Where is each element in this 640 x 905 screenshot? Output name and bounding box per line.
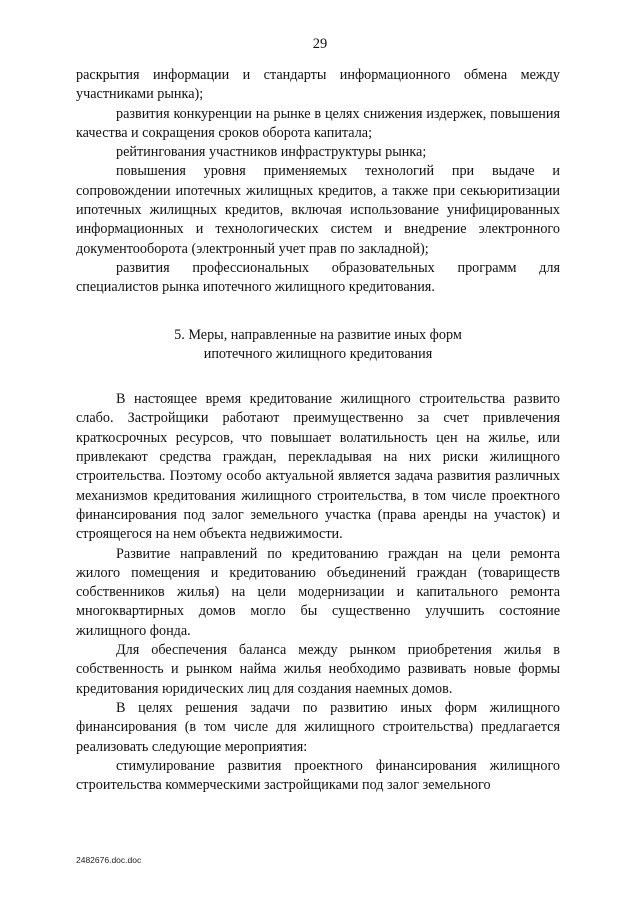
paragraph: Развитие направлений по кредитованию граждан на цели ремонта жилого помещения и кредитованию объединений граждан (товариществ собственников жилья) на цели модернизации и капитального ремонта многоквартирных домов могло бы существенно улучшить состояние жилищного фонда. [76, 545, 560, 639]
paragraph: повышения уровня применяемых технологий при выдаче и сопровождении ипотечных жилищных кредитов, а также при секьюритизации ипотечных жилищных кредитов, включая использование унифицированных информационных и технологических систем и внедрение электронного документооборота (электронный учет прав по закладной); [76, 163, 560, 257]
paragraph: рейтингования участников инфраструктуры рынка; [116, 144, 427, 161]
document-body [76, 66, 560, 795]
section-heading [76, 326, 560, 365]
paragraph: раскрытия информации и стандарты информационного обмена между участниками рынка); [76, 67, 560, 103]
paragraph: В целях решения задачи по развитию иных форм жилищного финансирования (в том числе для жилищного строительства) предлагается реализовать следующие мероприятия: [76, 699, 560, 755]
paragraph: развития профессиональных образовательных программ для специалистов рынка ипотечного жилищного кредитования. [76, 259, 560, 296]
page-number: 29 [312, 36, 328, 52]
section-heading-line: 5. Меры, направленные на развитие иных форм [174, 326, 462, 343]
section-heading-line: ипотечного жилищного кредитования [203, 345, 433, 362]
paragraph: стимулирование развития проектного финансирования жилищного строительства коммерческими застройщиками под залог земельного [76, 757, 560, 794]
paragraph: Для обеспечения баланса между рынком приобретения жилья в собственность и рынком найма жилья необходимо развивать новые формы кредитования юридических лиц для создания наемных домов. [76, 642, 560, 697]
paragraph: В настоящее время кредитование жилищного строительства развито слабо. Застройщики работают преимущественно за счет привлечения краткосрочных ресурсов, что повышает волатильность цен на жилье, или привлекают средства граждан, перекладывая на них риски жилищного строительства. Поэтому особо актуальной является задача развития различных механизмов кредитования жилищного строительства, в том числе проектного финансирования под залог земельного участка (права аренды на участок) и строящегося на нем объекта недвижимости. [76, 391, 560, 543]
file-name-footer: 2482676.doc.doc [76, 855, 142, 865]
paragraph: развития конкуренции на рынке в целях снижения издержек, повышения качества и сокращения сроков оборота капитала; [76, 105, 560, 141]
